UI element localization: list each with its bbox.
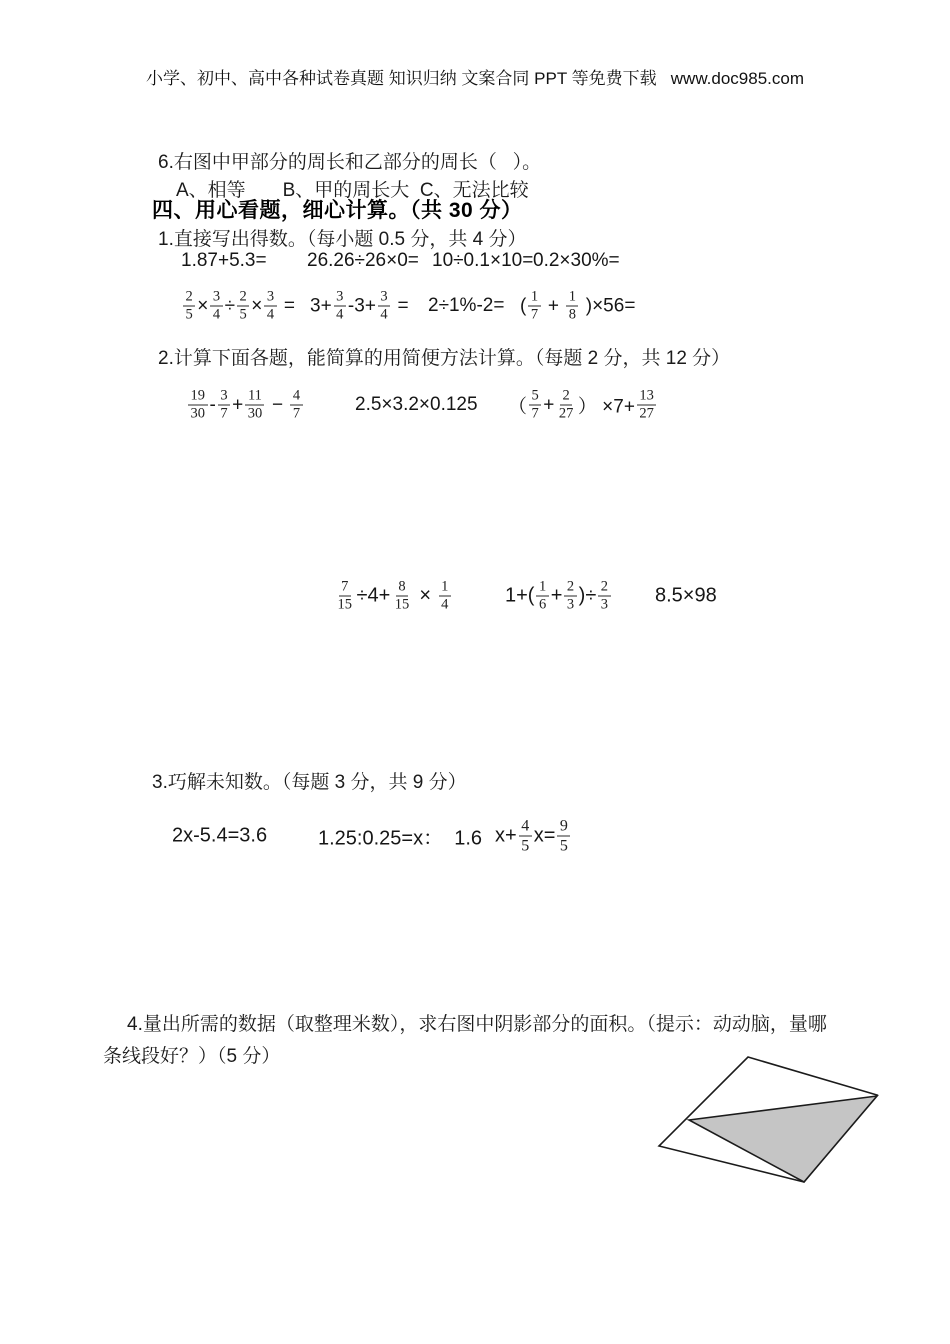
q2-row1-expr-1: $\frac{19}{30}$ - $\frac{3}{7}$ + $\frac{11}{30}$ − $\frac{4}{7}$ (186, 388, 305, 423)
q3-expr-1: 2x-5.4=3.6 (172, 824, 268, 847)
q2-row1-expr-2: 2.5×3.2×0.125 (355, 394, 478, 415)
q1-title: 1.直接写出得数。（每小题 0.5 分，共 4 分） (158, 229, 527, 250)
q1-row1-expr-2: 26.26÷26×0= (307, 250, 419, 271)
q2-row1-expr-3: （ $\frac{5}{7}$ + $\frac{2}{27}$ ） ×7+ $\frac{13}{27}$ (508, 388, 658, 423)
q3-expr-3: x+ $\frac{4}{5}$ x= $\frac{9}{5}$ (495, 817, 572, 856)
q1-row2-expr-1: $\frac{2}{5}$ × $\frac{3}{4}$ ÷ $\frac{2}{5}$ × $\frac{3}{4}$ = (181, 289, 295, 324)
q1-row1-expr-3: 10÷0.1×10= (432, 250, 534, 271)
question-6-options: A、相等 B、甲的周长大 C、无法比较 (176, 180, 529, 201)
q1-row2-expr-4: ( $\frac{1}{7}$ + $\frac{1}{8}$ )×56= (520, 288, 636, 323)
q2-row2-expr-2: 1+( $\frac{1}{6}$ + $\frac{2}{3}$ )÷ $\frac{2}{3}$ (505, 579, 613, 614)
q3-row (0, 812, 950, 860)
q1-row2-expr-3: 2÷1%-2= (428, 295, 505, 316)
q2-row1 (0, 381, 950, 429)
q1-row1-expr-4: 0.2×30%= (533, 250, 620, 271)
q4-text-line1: 4.量出所需的数据（取整理米数），求右图中阴影部分的面积。（提示：动动脑，量哪 (127, 1014, 827, 1035)
q2-row2 (0, 572, 950, 620)
q1-row2 (0, 284, 950, 328)
q2-row2-expr-1: $\frac{7}{15}$ ÷4+ $\frac{8}{15}$ × $\frac{1}{4}$ (333, 579, 453, 614)
q1-row1-expr-1: 1.87+5.3= (181, 250, 267, 271)
site-header-line: 小学、初中、高中各种试卷真题 知识归纳 文案合同 PPT 等免费下载 www.doc985.com (145, 69, 805, 88)
shaded-area-figure (630, 1048, 890, 1193)
section-4-heading: 四、用心看题，细心计算。（共 30 分） (152, 199, 523, 222)
shaded-triangle (689, 1096, 877, 1182)
q2-title: 2.计算下面各题，能简算的用简便方法计算。（每题 2 分，共 12 分） (158, 348, 731, 369)
q2-row2-expr-3: 8.5×98 (655, 584, 717, 607)
q3-title: 3.巧解未知数。（每题 3 分，共 9 分） (152, 772, 467, 793)
question-6-text: 6.右图中甲部分的周长和乙部分的周长（ ）。 (158, 152, 542, 173)
q1-row2-expr-2: 3+ $\frac{3}{4}$ -3+ $\frac{3}{4}$ = (310, 288, 409, 323)
q3-expr-2: 1.25:0.25=x： 1.6 (318, 827, 483, 850)
q1-row1 (0, 248, 950, 274)
q4-text-line2: 条线段好？）（5 分） (103, 1046, 281, 1067)
